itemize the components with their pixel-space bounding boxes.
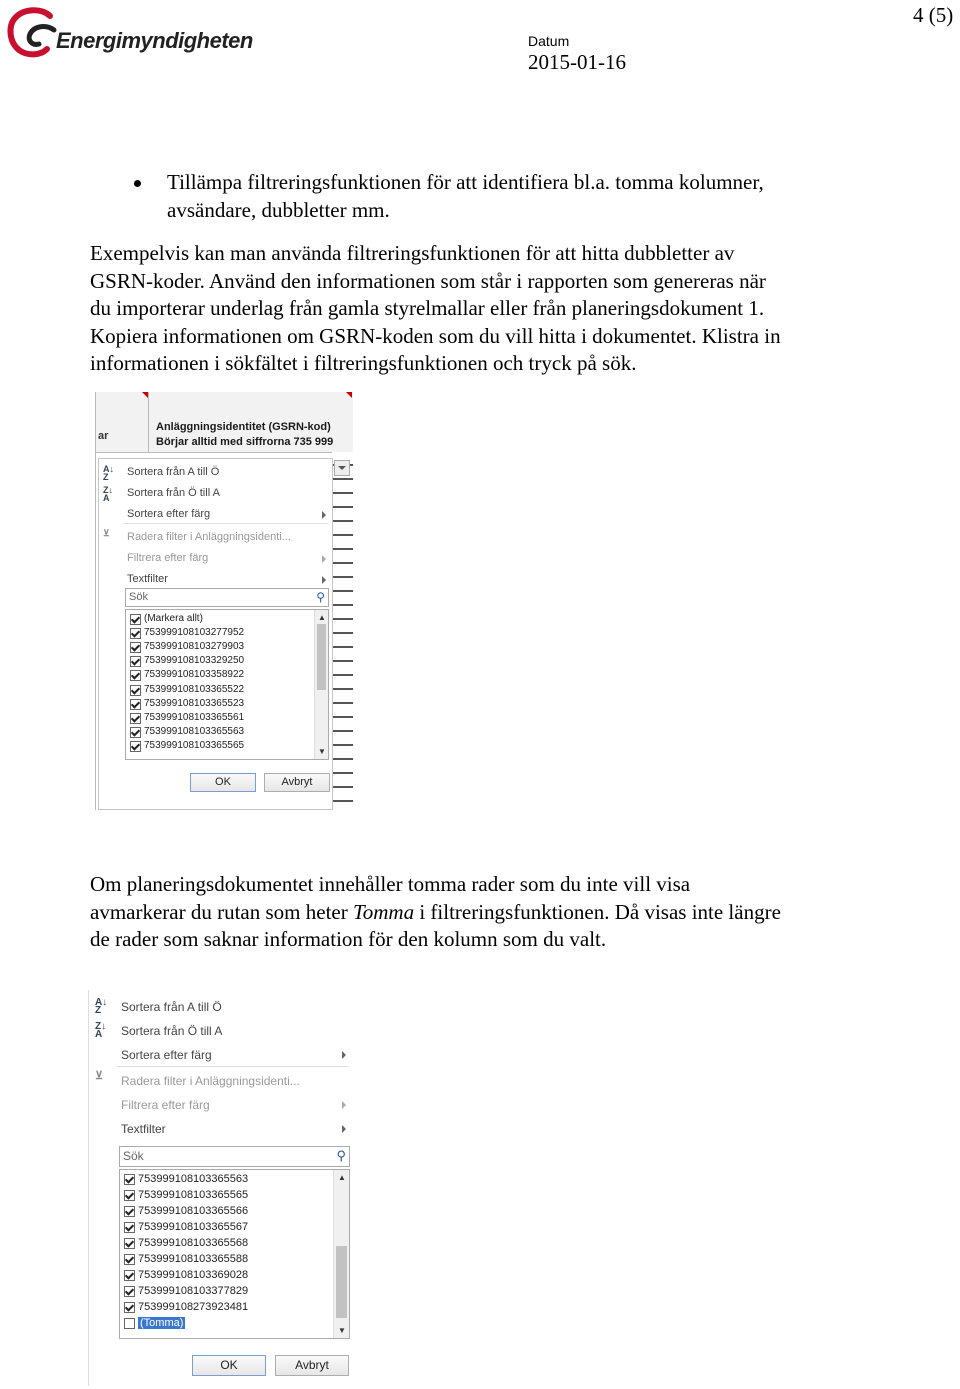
submenu-arrow-icon — [322, 555, 326, 563]
list-scrollbar[interactable] — [314, 610, 328, 759]
list-item-checkbox[interactable] — [124, 1190, 135, 1201]
list-item-checkbox[interactable] — [130, 628, 141, 639]
list-item-label: 753999108103279903 — [144, 641, 245, 653]
list-item-checkbox[interactable] — [124, 1286, 135, 1297]
list-item-checkbox[interactable] — [124, 1238, 135, 1249]
scroll-thumb[interactable] — [317, 624, 326, 690]
scroll-up-icon: ▲ — [338, 1173, 346, 1182]
list-item-label: 753999108273923481 — [138, 1301, 249, 1313]
paragraph-2-text: i filtreringsfunktionen. Då visas inte längre — [414, 899, 781, 924]
column-header-fragment: ar — [98, 430, 109, 442]
submenu-arrow-icon — [342, 1051, 346, 1059]
value-list[interactable] — [125, 609, 329, 760]
filter-by-color[interactable]: Filtrera efter färg — [121, 1098, 210, 1112]
logo — [6, 6, 253, 58]
list-item-label: (Tomma) — [140, 1317, 184, 1329]
column-header-title: Anläggningsidentitet (GSRN-kod) — [156, 421, 331, 433]
sort-za-icon: Z↓ A — [103, 485, 113, 503]
list-item-label: 753999108103365522 — [144, 683, 245, 695]
list-item-label: 753999108103365568 — [138, 1237, 249, 1249]
submenu-arrow-icon — [342, 1125, 346, 1133]
paragraph-2-line-3: de rader som saknar information för den kolumn som du valt. — [90, 927, 607, 951]
clear-filter-icon: ⊻ — [95, 1070, 104, 1082]
bullet-text-line-2: avsändare, dubbletter mm. — [167, 197, 390, 222]
list-item-checkbox[interactable] — [130, 741, 141, 752]
list-item-checkbox[interactable] — [130, 685, 141, 696]
scroll-down-icon: ▼ — [318, 747, 326, 756]
logo-text: Energimyndigheten — [56, 28, 253, 53]
list-item-checkbox[interactable] — [124, 1206, 135, 1217]
list-item-label: 753999108103365523 — [144, 697, 245, 709]
submenu-arrow-icon — [342, 1101, 346, 1109]
list-item-label: 753999108103358922 — [144, 669, 245, 681]
list-item-label: 753999108103365563 — [144, 725, 245, 737]
cancel-button[interactable]: Avbryt — [264, 773, 330, 792]
list-item-label: 753999108103377829 — [138, 1285, 249, 1297]
search-input[interactable] — [119, 1146, 350, 1167]
text-filter[interactable]: Textfilter — [121, 1122, 166, 1136]
column-header-subtitle: Börjar alltid med siffrorna 735 999 — [156, 436, 334, 448]
list-item-checkbox[interactable] — [124, 1254, 135, 1265]
bullet-text-line-1: Tillämpa filtreringsfunktionen för att identifiera bl.a. tomma kolumner, — [167, 170, 764, 194]
submenu-arrow-icon — [322, 511, 326, 519]
ok-button[interactable]: OK — [192, 1355, 266, 1376]
sort-by-color[interactable]: Sortera efter färg — [121, 1048, 212, 1062]
list-item-label: 753999108103369028 — [138, 1269, 249, 1281]
cancel-button[interactable]: Avbryt — [275, 1355, 349, 1376]
dropdown-button[interactable] — [334, 460, 350, 476]
sort-a-to-o[interactable]: Sortera från A till Ö — [127, 466, 220, 478]
search-input[interactable] — [125, 588, 329, 607]
paragraph-1-line-4: Kopiera informationen om GSRN-koden som du vill hitta i dokumentet. Klistra in — [90, 323, 781, 348]
paragraph-1-line-2: GSRN-koder. Använd den informationen som står i rapporten som genereras när — [90, 268, 766, 293]
list-item-checkbox[interactable] — [124, 1174, 135, 1185]
list-item-checkbox[interactable] — [130, 614, 141, 625]
clear-filter[interactable]: Radera filter i Anläggningsidenti... — [127, 531, 291, 543]
list-item-label: 753999108103277952 — [144, 627, 245, 639]
list-item-label: 753999108103365563 — [138, 1173, 249, 1185]
search-icon: ⚲ — [336, 1148, 346, 1163]
column-header — [96, 392, 353, 453]
list-item-checkbox[interactable] — [124, 1318, 135, 1329]
scroll-thumb[interactable] — [336, 1246, 347, 1318]
list-item-label: (Markera allt) — [144, 613, 203, 624]
submenu-arrow-icon — [322, 576, 326, 584]
list-item-checkbox[interactable] — [130, 699, 141, 710]
sort-az-icon: A↓ Z — [103, 464, 114, 482]
scroll-down-icon: ▼ — [338, 1326, 346, 1335]
list-item-label: 753999108103365567 — [138, 1221, 249, 1233]
list-item-label: 753999108103365565 — [138, 1189, 249, 1201]
value-list[interactable] — [119, 1169, 350, 1339]
paragraph-2-line-1: Om planeringsdokumentet innehåller tomma rader som du inte vill visa — [90, 872, 691, 896]
ok-button[interactable]: OK — [190, 773, 256, 792]
list-item-checkbox[interactable] — [124, 1270, 135, 1281]
logo-swoosh-icon — [6, 6, 58, 58]
list-item-label: 753999108103365566 — [138, 1205, 249, 1217]
list-item-checkbox[interactable] — [130, 656, 141, 667]
clear-filter-icon: ⊻ — [103, 528, 110, 538]
excel-filter-screenshot-2 — [88, 990, 354, 1386]
filter-menu — [98, 458, 333, 810]
list-item-checkbox[interactable] — [130, 713, 141, 724]
list-item-label: 753999108103365565 — [144, 739, 245, 751]
scroll-up-icon: ▲ — [318, 613, 326, 622]
list-item-checkbox[interactable] — [130, 642, 141, 653]
filter-by-color[interactable]: Filtrera efter färg — [127, 552, 209, 564]
search-icon: ⚲ — [316, 590, 325, 604]
sort-a-to-o[interactable]: Sortera från A till Ö — [121, 1000, 222, 1014]
list-item-checkbox[interactable] — [124, 1302, 135, 1313]
paragraph-2-line-2 — [90, 899, 781, 927]
sort-za-icon: Z↓ A — [95, 1021, 107, 1040]
sort-o-to-a[interactable]: Sortera från Ö till A — [121, 1024, 223, 1038]
search-placeholder: Sök — [129, 591, 148, 603]
list-item-checkbox[interactable] — [130, 727, 141, 738]
list-scrollbar[interactable] — [333, 1170, 349, 1338]
clear-filter[interactable]: Radera filter i Anläggningsidenti... — [121, 1074, 300, 1088]
page-number: 4 (5) — [913, 3, 954, 27]
paragraph-2-text: avmarkerar du rutan som heter — [90, 899, 353, 924]
list-item-checkbox[interactable] — [130, 670, 141, 681]
list-item-label: 753999108103329250 — [144, 655, 245, 667]
tomma-emphasis: Tomma — [352, 899, 415, 924]
search-placeholder: Sök — [123, 1149, 144, 1163]
list-item-checkbox[interactable] — [124, 1222, 135, 1233]
list-item-label: 753999108103365561 — [144, 711, 245, 723]
sort-by-color[interactable]: Sortera efter färg — [127, 508, 211, 520]
bullet-dot — [134, 180, 141, 187]
sort-o-to-a[interactable]: Sortera från Ö till A — [127, 487, 220, 499]
sheet-grid — [332, 452, 353, 810]
excel-filter-screenshot-1 — [95, 392, 353, 810]
text-filter[interactable]: Textfilter — [127, 573, 168, 585]
paragraph-1-line-3: du importerar underlag från gamla styrelmallar eller från planeringsdokument 1. — [90, 296, 765, 320]
paragraph-1-line-1: Exempelvis kan man använda filtreringsfunktionen för att hitta dubbletter av — [90, 241, 735, 265]
sort-az-icon: A↓ Z — [95, 997, 108, 1016]
paragraph-1-line-5: informationen i sökfältet i filtreringsfunktionen och tryck på sök. — [90, 351, 637, 375]
list-item-label: 753999108103365588 — [138, 1253, 249, 1265]
date-label: Datum — [528, 33, 570, 49]
date-value: 2015-01-16 — [528, 50, 626, 74]
